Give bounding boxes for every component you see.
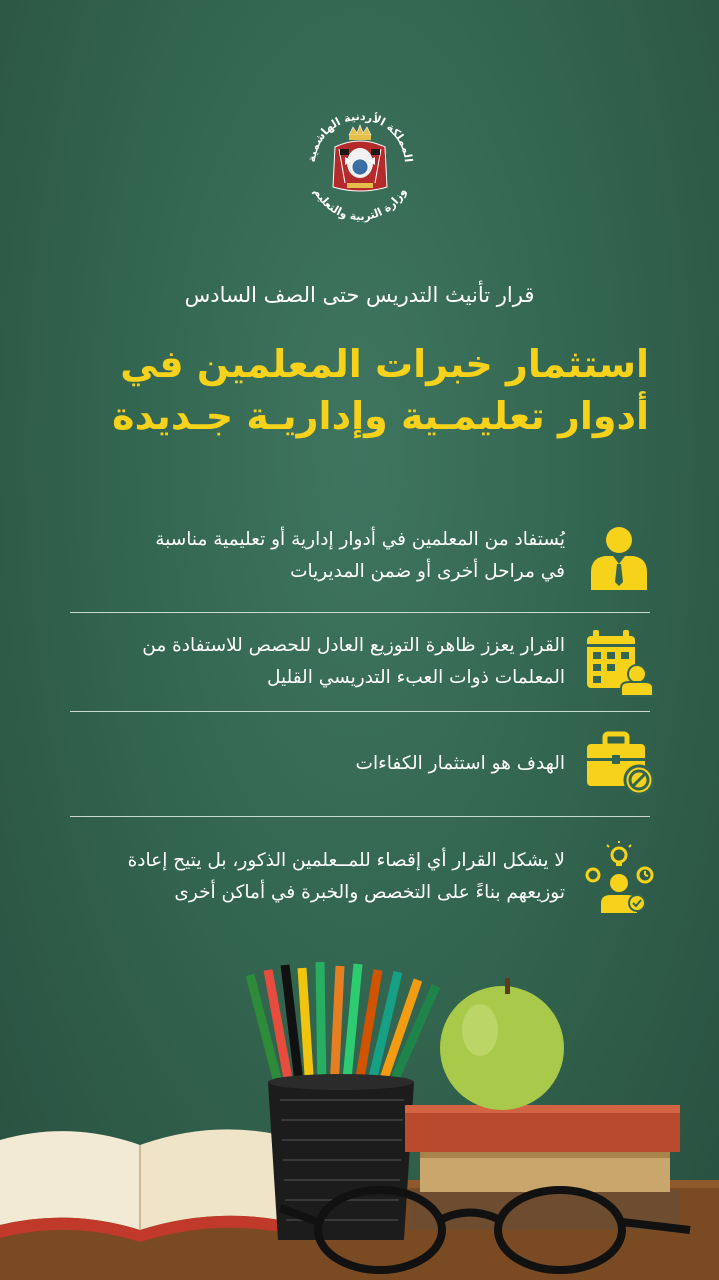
calendar-icon [583, 626, 655, 698]
headline-line-1: استثمار خبرات المعلمين في [120, 342, 649, 386]
classroom-illustration [0, 940, 719, 1280]
headline-line-2: أدوار تعليمـية وإداريـة جـديدة [112, 394, 649, 438]
info-list [70, 500, 655, 937]
book-stack-icon [405, 1105, 680, 1230]
info-item-4 [70, 817, 655, 937]
info-item-text [356, 748, 565, 780]
info-item-line-2: توزيعهم بناءً على التخصص والخبرة في أماكن أخرى [174, 882, 565, 903]
person-icon [583, 520, 655, 592]
info-item-line-2: المعلمات ذوات العبء التدريسي القليل [266, 667, 565, 688]
info-item-2 [70, 613, 655, 711]
info-item-text [142, 630, 565, 694]
coat-of-arms-icon [333, 125, 387, 191]
open-book-icon [0, 1129, 280, 1242]
info-item-line-1: يُستفاد من المعلمين في أدوار إدارية أو تعليمية مناسبة [155, 529, 565, 550]
emblem-bottom-text: وزارة التربية والتعليم [311, 185, 409, 224]
idea-person-icon [583, 841, 655, 913]
info-item-line-2: في مراحل أخرى أو ضمن المديريات [290, 561, 565, 582]
emblem-top-text: المملكة الأردنية الهاشمية [305, 109, 415, 163]
info-item-line-1: القرار يعزز ظاهرة التوزيع العادل للحصص للاستفادة من [142, 635, 565, 656]
info-item-text [155, 524, 565, 588]
briefcase-blocked-icon [583, 728, 655, 800]
apple-icon [440, 978, 564, 1110]
emblem-logo [295, 95, 425, 225]
pencils [250, 962, 436, 1090]
info-item-line-1: الهدف هو استثمار الكفاءات [355, 753, 565, 774]
headline [49, 338, 649, 442]
subtitle: قرار تأنيث التدريس حتى الصف السادس [184, 283, 535, 307]
info-item-text [128, 845, 565, 909]
info-item-1 [70, 500, 655, 612]
info-item-line-1: لا يشكل القرار أي إقصاء للمــعلمين الذكور، بل يتيح إعادة [127, 850, 565, 871]
info-item-3 [70, 712, 655, 816]
